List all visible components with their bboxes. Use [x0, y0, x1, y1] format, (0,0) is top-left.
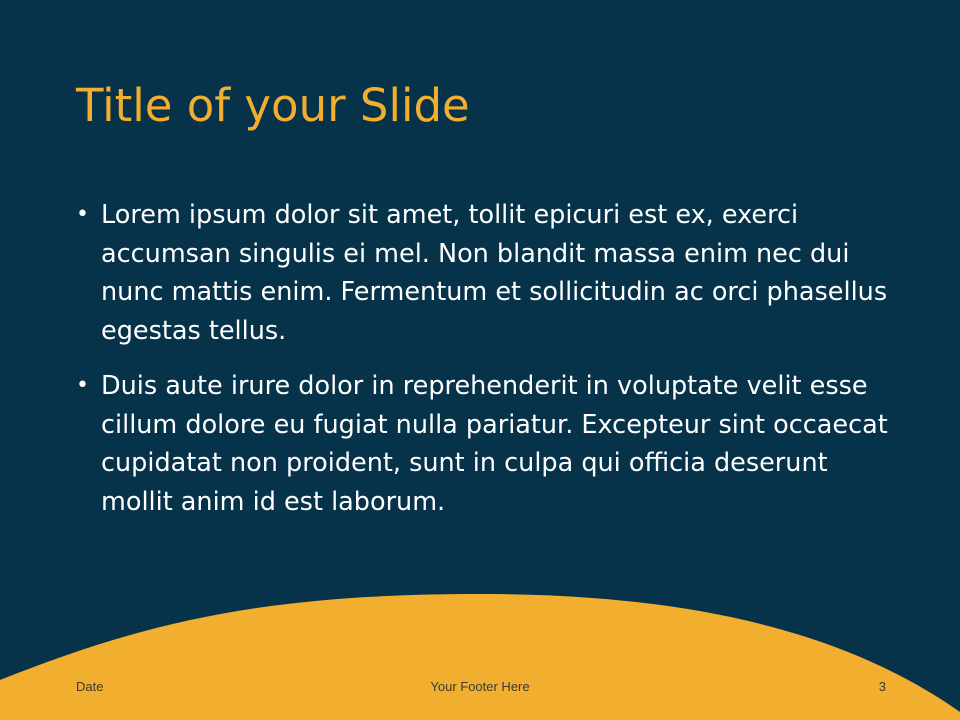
bullet-list [76, 196, 896, 538]
arc-shape [0, 594, 960, 720]
slide-title: Title of your Slide [76, 79, 470, 132]
bullet-dot-icon: • [76, 202, 89, 227]
bullet-item [76, 367, 896, 521]
bullet-dot-icon: • [76, 373, 89, 398]
bullet-text: Duis aute irure dolor in reprehenderit in voluptate velit esse cillum dolore eu fugiat nulla pariatur. Excepteur sint occaecat cupidatat non proident, sunt in culpa qui officia deserunt mollit anim id est laborum. [101, 371, 888, 517]
bullet-item [76, 196, 896, 350]
footer-text: Your Footer Here [430, 679, 530, 694]
footer-date: Date [76, 679, 104, 694]
slide-number: 3 [878, 679, 886, 694]
bullet-text: Lorem ipsum dolor sit amet, tollit epicuri est ex, exerci accumsan singulis ei mel. Non blandit massa enim nec dui nunc mattis enim. Fermentum et sollicitudin ac orci phasellus egestas tellus. [101, 200, 888, 346]
